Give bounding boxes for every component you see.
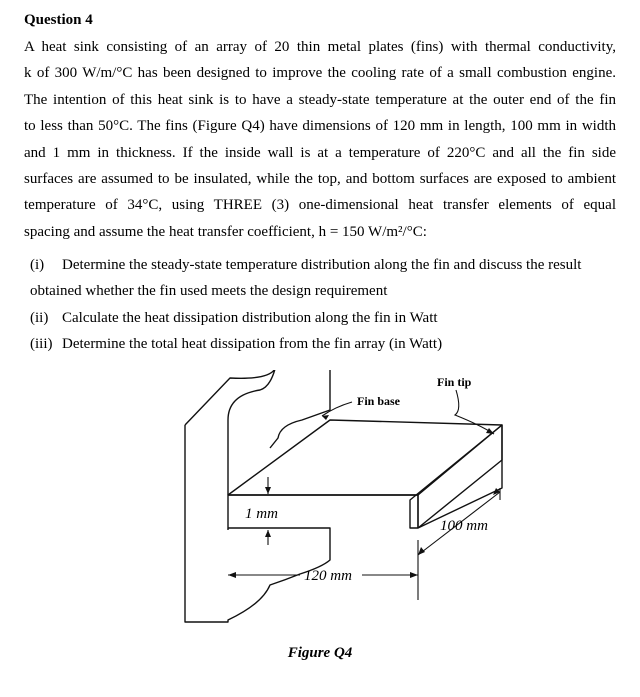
figure-caption: Figure Q4 bbox=[287, 645, 353, 661]
paragraph-line: surfaces are assumed to be insulated, while the top, and bottom surfaces are exposed to ambient bbox=[24, 170, 616, 187]
item-number: (iii) bbox=[30, 336, 53, 353]
arrowhead bbox=[265, 487, 271, 494]
paragraph-line: to less than 50°C. The fins (Figure Q4) have dimensions of 120 mm in length, 100 mm in width bbox=[24, 118, 616, 135]
item-text: Determine the total heat dissipation from the fin array (in Watt) bbox=[62, 336, 443, 353]
paragraph-line: spacing and assume the heat transfer coefficient, h = 150 W/m²/°C: bbox=[24, 223, 427, 240]
arrowhead bbox=[418, 547, 425, 555]
fin-base-label: Fin base bbox=[357, 394, 401, 408]
question-item-continuation: obtained whether the fin used meets the design requirement bbox=[30, 283, 388, 300]
question-item bbox=[30, 252, 620, 278]
fin-right-face bbox=[418, 425, 502, 528]
paragraph-line: The intention of this heat sink is to have a steady-state temperature at the outer end of the fin bbox=[24, 91, 616, 108]
item-text: Determine the steady-state temperature distribution along the fin and discuss the result bbox=[62, 257, 582, 273]
question-items bbox=[30, 252, 620, 358]
fin-tip-leader bbox=[455, 390, 494, 434]
fin-base-leader bbox=[322, 402, 352, 416]
length-label: 120 mm bbox=[304, 568, 352, 584]
item-number: (ii) bbox=[30, 309, 49, 326]
paragraph-line: and 1 mm in thickness. If the inside wall is at a temperature of 220°C and all the fin side bbox=[24, 144, 616, 161]
question-paragraph bbox=[24, 34, 616, 245]
wall-front-face bbox=[228, 370, 275, 495]
arrowhead bbox=[486, 428, 494, 434]
paragraph-line: k of 300 W/m/°C has been designed to improve the cooling rate of a small combustion engine. bbox=[24, 65, 616, 82]
thickness-label: 1 mm bbox=[245, 506, 278, 522]
fin-top-face bbox=[228, 420, 502, 495]
question-heading: Question 4 bbox=[24, 12, 93, 28]
question-item bbox=[30, 305, 620, 331]
paragraph-line: temperature of 34°C, using THREE (3) one-dimensional heat transfer elements of equal bbox=[24, 197, 616, 214]
item-text: Calculate the heat dissipation distribution along the fin in Watt bbox=[62, 309, 438, 326]
fin-tip-label: Fin tip bbox=[437, 375, 472, 389]
arrowhead bbox=[265, 530, 271, 537]
paragraph-line: A heat sink consisting of an array of 20 thin metal plates (fins) with thermal conductivity, bbox=[24, 39, 616, 55]
arrowhead bbox=[228, 572, 236, 578]
question-item bbox=[30, 331, 620, 357]
width-label: 100 mm bbox=[440, 518, 488, 534]
item-number: (i) bbox=[30, 257, 45, 273]
fin-diagram bbox=[0, 370, 640, 670]
arrowhead bbox=[410, 572, 418, 578]
